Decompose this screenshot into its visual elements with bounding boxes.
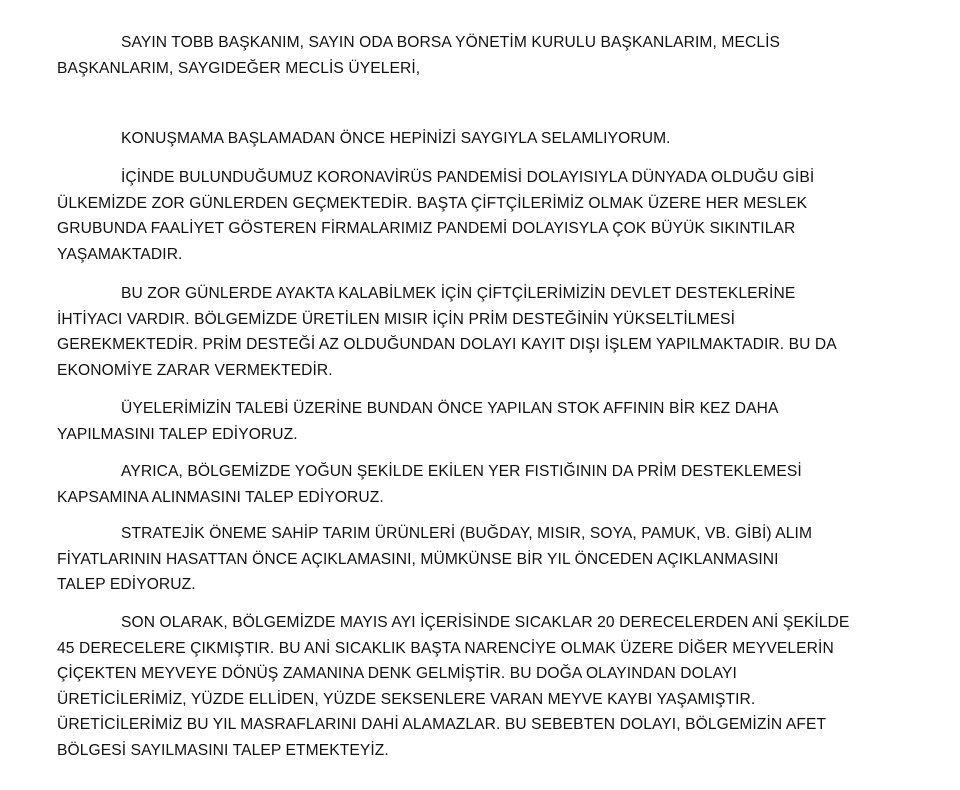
text-line: İÇİNDE BULUNDUĞUMUZ KORONAVİRÜS PANDEMİSİ DOLAYISIYLA DÜNYADA OLDUĞU GİBİ	[121, 169, 815, 186]
paragraph-salutation	[57, 126, 917, 152]
paragraph-stock-amnesty	[57, 396, 917, 447]
text-line: SON OLARAK, BÖLGEMİZDE MAYIS AYI İÇERİSİNDE SICAKLAR 20 DERECELERDEN ANİ ŞEKİLDE	[121, 614, 850, 631]
paragraph-greeting	[57, 30, 917, 81]
text-line: STRATEJİK ÖNEME SAHİP TARIM ÜRÜNLERİ (BUĞDAY, MISIR, SOYA, PAMUK, VB. GİBİ) ALIM	[121, 525, 813, 542]
text-line: YAPILMASINI TALEP EDİYORUZ.	[57, 425, 298, 443]
text-line: KAPSAMINA ALINMASINI TALEP EDİYORUZ.	[57, 488, 384, 506]
text-line: İHTİYACI VARDIR. BÖLGEMİZDE ÜRETİLEN MISIR İÇİN PRİM DESTEĞİNİN YÜKSELTİLMESİ	[57, 310, 736, 328]
text-line: ÜYELERİMİZİN TALEBİ ÜZERİNE BUNDAN ÖNCE YAPILAN STOK AFFININ BİR KEZ DAHA	[121, 400, 779, 417]
text-line: YAŞAMAKTADIR.	[57, 245, 183, 263]
text-line: GRUBUNDA FAALİYET GÖSTEREN FİRMALARIMIZ PANDEMİ DOLAYISYLA ÇOK BÜYÜK SIKINTILAR	[57, 220, 796, 237]
paragraph-strategic-products	[57, 521, 917, 598]
paragraph-state-support	[57, 281, 917, 383]
text-line: BU ZOR GÜNLERDE AYAKTA KALABİLMEK İÇİN ÇİFTÇİLERİMİZİN DEVLET DESTEKLERİNE	[121, 285, 796, 302]
text-line: BÖLGESİ SAYILMASINI TALEP ETMEKTEYİZ.	[57, 741, 389, 759]
text-line: ÇİÇEKTEN MEYVEYE DÖNÜŞ ZAMANINA DENK GELMİŞTİR. BU DOĞA OLAYINDAN DOLAYI	[57, 665, 737, 682]
text-line: KONUŞMAMA BAŞLAMADAN ÖNCE HEPİNİZİ SAYGIYLA SELAMLIYORUM.	[121, 130, 671, 147]
paragraph-disaster-region	[57, 610, 917, 763]
text-line: TALEP EDİYORUZ.	[57, 576, 196, 593]
text-line: 45 DERECELERE ÇIKMIŞTIR. BU ANİ SICAKLIK BAŞTA NARENCİYE OLMAK ÜZERE DİĞER MEYVELERİN	[57, 639, 834, 657]
paragraph-peanut-support	[57, 459, 917, 510]
text-line: SAYIN TOBB BAŞKANIM, SAYIN ODA BORSA YÖNETİM KURULU BAŞKANLARIM, MECLİS	[121, 34, 781, 51]
text-line: GEREKMEKTEDİR. PRİM DESTEĞİ AZ OLDUĞUNDAN DOLAYI KAYIT DIŞI İŞLEM YAPILMAKTADIR. BU DA	[57, 336, 837, 353]
text-line: BAŞKANLARIM, SAYGIDEĞER MECLİS ÜYELERİ,	[57, 59, 421, 77]
paragraph-pandemic	[57, 165, 917, 267]
text-line: ÜRETİCİLERİMİZ, YÜZDE ELLİDEN, YÜZDE SEKSENLERE VARAN MEYVE KAYBI YAŞAMIŞTIR.	[57, 690, 756, 708]
text-line: AYRICA, BÖLGEMİZDE YOĞUN ŞEKİLDE EKİLEN YER FISTIĞININ DA PRİM DESTEKLEMESİ	[121, 463, 802, 480]
text-line: EKONOMİYE ZARAR VERMEKTEDİR.	[57, 361, 333, 379]
text-line: ÜRETİCİLERİMİZ BU YIL MASRAFLARINI DAHİ ALAMAZLAR. BU SEBEBTEN DOLAYI, BÖLGEMİZİN AFET	[57, 716, 827, 733]
text-line: FİYATLARININ HASATTAN ÖNCE AÇIKLAMASINI, MÜMKÜNSE BİR YIL ÖNCEDEN AÇIKLANMASINI	[57, 550, 779, 568]
text-line: ÜLKEMİZDE ZOR GÜNLERDEN GEÇMEKTEDİR. BAŞTA ÇİFTÇİLERİMİZ OLMAK ÜZERE HER MESLEK	[57, 194, 808, 212]
